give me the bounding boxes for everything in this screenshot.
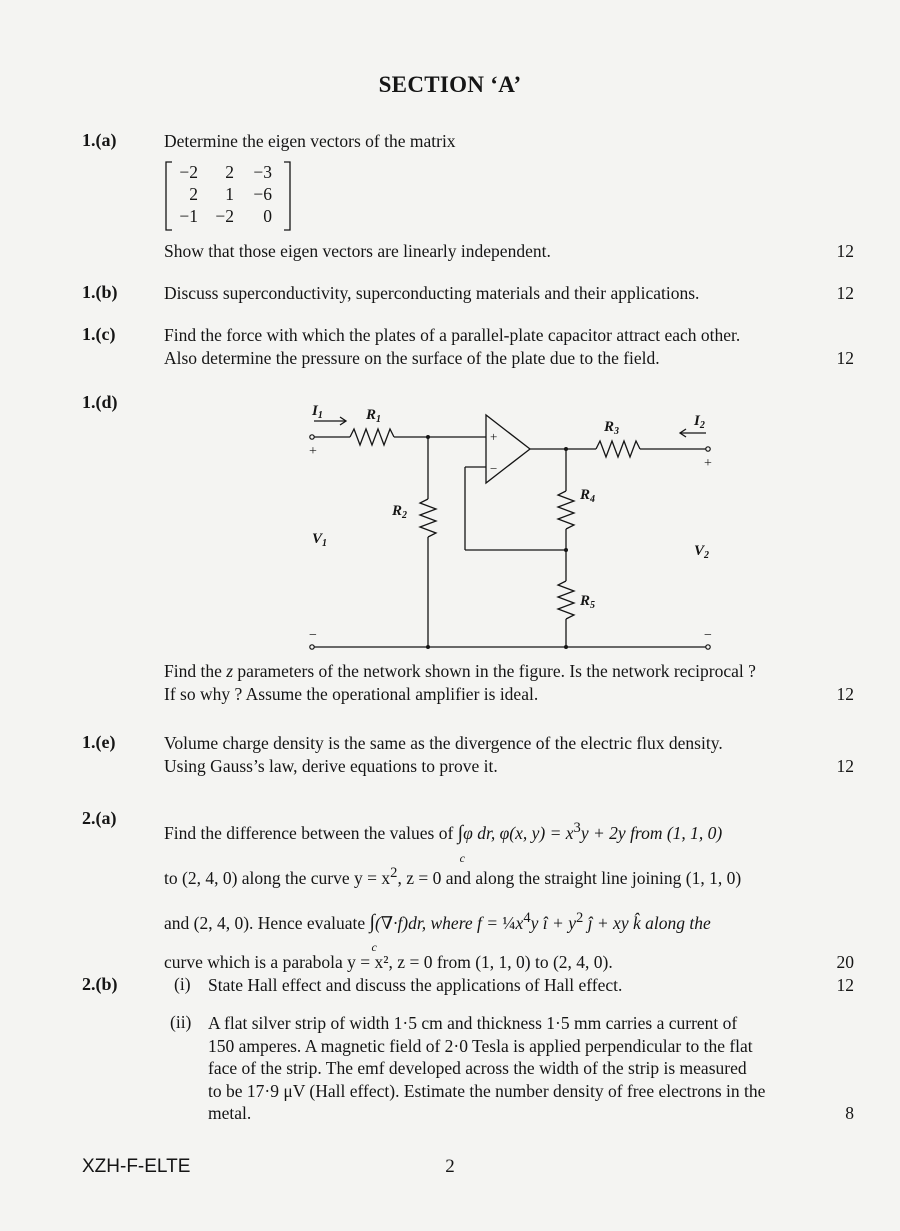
- label-plus-right: +: [704, 456, 712, 471]
- page-number: 2: [445, 1156, 455, 1177]
- matrix-cell: 2: [225, 162, 234, 182]
- q1e-number: 1.(e): [82, 732, 116, 752]
- label-minus-left: −: [309, 628, 317, 643]
- q1e-marks: 12: [836, 756, 854, 776]
- label-i1: $I_1$: [312, 403, 323, 421]
- q1b-text: Discuss superconductivity, superconducting materials and their applications.: [164, 283, 700, 303]
- matrix-cell: −2: [179, 162, 198, 182]
- q1d-marks: 12: [836, 684, 854, 704]
- matrix-cell: −2: [215, 206, 234, 226]
- q2b-ii-marks: 8: [845, 1103, 854, 1123]
- q2b-ii-line2: 150 amperes. A magnetic field of 2·0 Tesla is applied perpendicular to the flat: [208, 1035, 753, 1056]
- q2b-i-marks: 12: [836, 975, 854, 995]
- label-r3: $R_3$: [604, 419, 620, 437]
- q1e-text: [164, 732, 854, 778]
- q2b-i-row: [208, 974, 854, 997]
- q1e-line2: Using Gauss’s law, derive equations to prove it.: [164, 756, 498, 776]
- label-v2: $V_2$: [694, 543, 710, 561]
- q1d-line2: If so why ? Assume the operational amplifier is ideal.: [164, 684, 539, 704]
- q2b-ii-line5: metal.: [208, 1103, 252, 1123]
- label-r5: $R_5$: [580, 593, 596, 611]
- q1c-line2: Also determine the pressure on the surface of the plate due to the field.: [164, 348, 660, 368]
- label-minus-right: −: [704, 628, 712, 643]
- q1c-line1: Find the force with which the plates of a parallel-plate capacitor attract each other.: [164, 325, 741, 345]
- q1a-intro: Determine the eigen vectors of the matrix: [164, 131, 456, 151]
- q1c-number: 1.(c): [82, 324, 116, 344]
- q2a-number: 2.(a): [82, 808, 117, 828]
- q2b-ii-line5-row: [208, 1102, 854, 1125]
- q1c-line2-row: [164, 347, 854, 370]
- matrix-cell: 2: [189, 184, 198, 204]
- label-r2: $R_2$: [392, 503, 408, 521]
- q1e-line1: Volume charge density is the same as the divergence of the electric flux density.: [164, 733, 723, 753]
- q1a-marks: 12: [836, 241, 854, 261]
- q1d-line1: Find the z parameters of the network shown in the figure. Is the network reciprocal ?: [164, 661, 756, 681]
- q1a-number: 1.(a): [82, 130, 117, 150]
- q2b-ii-line3: face of the strip. The emf developed across the width of the strip is measured: [208, 1058, 747, 1078]
- circuit-diagram: [300, 395, 730, 660]
- q1c-text: [164, 324, 854, 370]
- q1a-follow-row: [164, 240, 854, 263]
- q2a-marks: 20: [836, 952, 854, 973]
- label-plus-left: +: [309, 444, 317, 459]
- q1c-marks: 12: [836, 348, 854, 368]
- matrix-cell: −1: [179, 206, 198, 226]
- paper-code: XZH-F-ELTE: [82, 1156, 191, 1177]
- q2b-ii-text: [208, 1012, 854, 1125]
- opamp-plus-label: +: [490, 429, 498, 444]
- q1d-number: 1.(d): [82, 392, 118, 412]
- q2b-ii-label: (ii): [170, 1012, 192, 1032]
- matrix-cell: −6: [253, 184, 272, 204]
- q2b-ii-line4: to be 17·9 μV (Hall effect). Estimate the number density of free electrons in the: [208, 1080, 766, 1101]
- q2b-i-label: (i): [174, 974, 191, 994]
- q1a-follow: Show that those eigen vectors are linearly independent.: [164, 241, 551, 261]
- q2a-text: [164, 808, 854, 982]
- matrix-cell: −3: [253, 162, 272, 182]
- q1b-marks: 12: [836, 283, 854, 303]
- q2a-line2: to (2, 4, 0) along the curve $y = x^2$, z = 0 and along the straight line joining (1, 1, 0): [164, 864, 742, 888]
- q1d-line2-row: [164, 683, 854, 706]
- q2b-ii-line1: A flat silver strip of width 1·5 cm and thickness 1·5 mm carries a current of: [208, 1013, 738, 1033]
- q1a-matrix: [164, 160, 292, 232]
- matrix-cell: 0: [263, 206, 272, 226]
- label-v1: $V_1$: [312, 531, 328, 549]
- q1b-number: 1.(b): [82, 282, 118, 302]
- opamp-minus-label: −: [490, 461, 498, 476]
- label-r4: $R_4$: [580, 487, 596, 505]
- q2b-i-text: State Hall effect and discuss the applications of Hall effect.: [208, 975, 623, 995]
- matrix-cell: 1: [225, 184, 234, 204]
- section-title: SECTION ‘A’: [378, 72, 522, 97]
- q1e-line2-row: [164, 755, 854, 778]
- q2a-line3: and (2, 4, 0). Hence evaluate ∫ c (∇·f)dr, where $f = \frac{1}{4}x^4y$ î + $y^2$ ĵ + xy k̂ along the: [164, 909, 711, 955]
- q2a-line4: curve which is a parabola y = x², z = 0 from (1, 1, 0) to (2, 4, 0).: [164, 952, 613, 973]
- q1b-row: [164, 282, 854, 305]
- label-i2: $I_2$: [694, 413, 705, 431]
- label-r1: $R_1$: [366, 407, 382, 425]
- q2b-number: 2.(b): [82, 974, 118, 994]
- q2a-line1: Find the difference between the values of ∫ c φ dr, φ(x, $y) = x^3y + 2y$ from (1, 1, 0): [164, 820, 723, 865]
- q1d-text: [164, 660, 854, 706]
